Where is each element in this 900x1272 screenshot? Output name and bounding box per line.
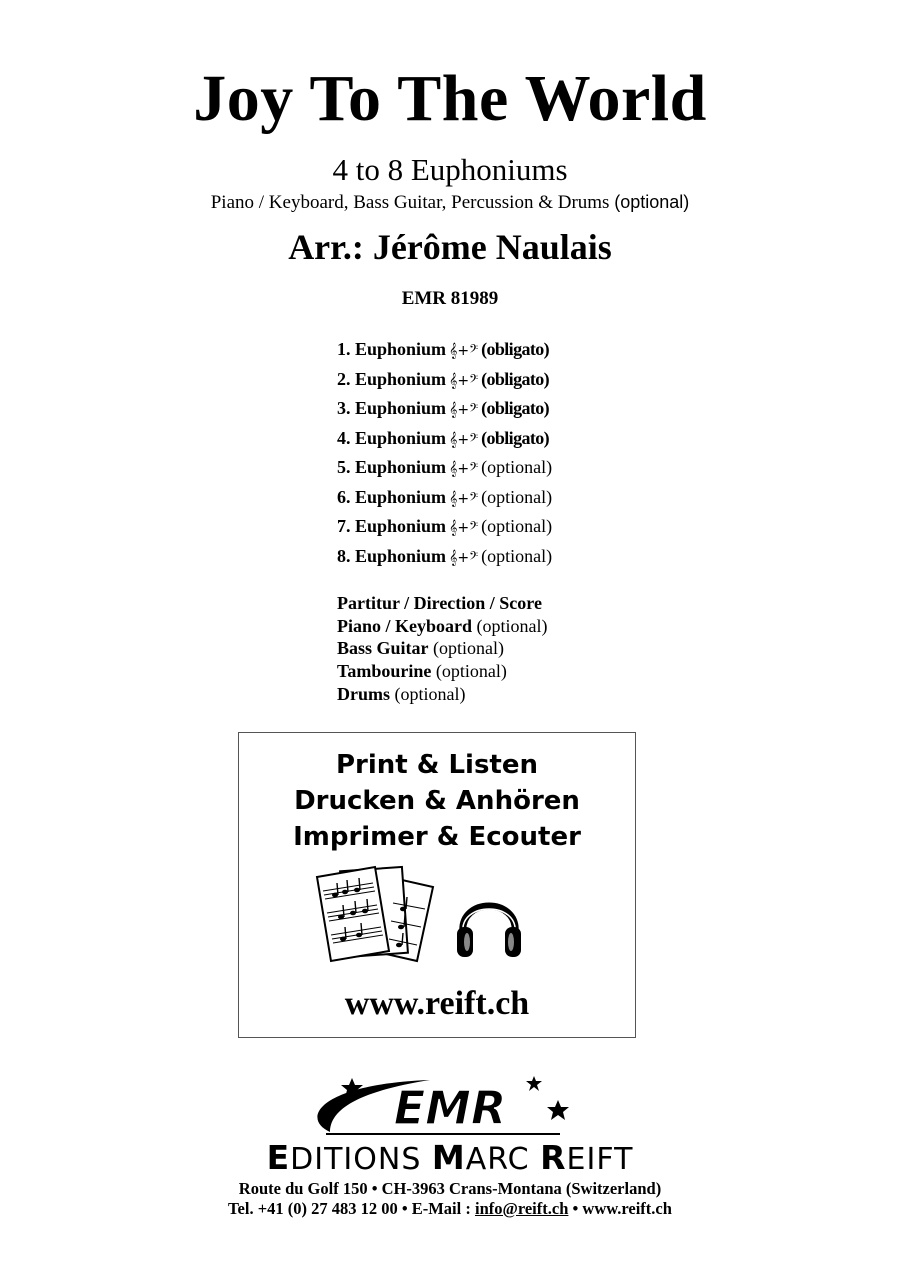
extra-note: (optional) <box>394 683 466 704</box>
clef-icon: 𝄞+𝄢 <box>449 520 479 536</box>
part-row <box>337 397 657 427</box>
part-status: (obligato) <box>481 368 550 389</box>
promo-line-english: Print & Listen <box>335 750 539 780</box>
clef-icon: 𝄞+𝄢 <box>449 490 479 507</box>
sheet-music-icon <box>313 863 439 963</box>
part-row <box>337 456 657 486</box>
part-name: 8. Euphonium <box>337 545 447 566</box>
wordmark-eift: EIFT <box>566 1142 634 1177</box>
part-row <box>337 515 657 545</box>
extras-list <box>337 592 637 706</box>
part-status: (optional) <box>481 457 553 477</box>
part-status: (obligato) <box>481 427 550 448</box>
part-status: (optional) <box>481 486 553 507</box>
clef-icon: 𝄞+𝄢 <box>449 461 479 477</box>
promo-line-french: Imprimer & Ecouter <box>293 822 581 852</box>
headphones-icon <box>455 883 523 961</box>
arranger: Arr.: Jérôme Naulais <box>288 227 612 267</box>
extra-note: (optional) <box>433 638 504 659</box>
part-status: (optional) <box>481 545 553 566</box>
subtitle: 4 to 8 Euphoniums <box>332 152 568 187</box>
catalog-number: EMR 81989 <box>401 288 499 309</box>
print-listen-box <box>238 732 636 1038</box>
page-title: Joy To The World <box>193 62 707 135</box>
part-status: (optional) <box>481 516 553 536</box>
clef-icon: 𝄞+𝄢 <box>449 343 479 359</box>
email-link[interactable]: info@reift.ch <box>474 1199 569 1218</box>
extra-item <box>337 683 637 706</box>
contact-web: • www.reift.ch <box>568 1199 672 1218</box>
part-name: 4. Euphonium <box>337 427 447 448</box>
part-name: 3. Euphonium <box>337 398 447 418</box>
clef-icon: 𝄞+𝄢 <box>449 549 479 566</box>
emr-logo <box>300 1074 600 1136</box>
part-row <box>337 368 657 398</box>
emr-logo-text: EMR <box>393 1081 507 1135</box>
wordmark-arc: ARC <box>465 1142 541 1177</box>
part-name: 5. Euphonium <box>337 457 447 477</box>
part-status: (obligato) <box>481 398 550 418</box>
website-link[interactable]: www.reift.ch <box>344 985 530 1022</box>
wordmark-r: R <box>540 1138 567 1177</box>
part-name: 6. Euphonium <box>337 486 447 507</box>
part-row <box>337 486 657 516</box>
extra-item <box>337 615 637 638</box>
part-row <box>337 545 657 575</box>
part-name: 2. Euphonium <box>337 368 447 389</box>
extra-note: (optional) <box>476 615 548 636</box>
extra-name: Bass Guitar <box>337 638 429 659</box>
instrumentation-text: Piano / Keyboard, Bass Guitar, Percussion & Drums <box>210 192 610 213</box>
extra-item <box>337 592 637 615</box>
part-name: 7. Euphonium <box>337 516 447 536</box>
clef-icon: 𝄞+𝄢 <box>449 402 479 418</box>
publisher-address: Route du Golf 150 • CH-3963 Crans-Montana (Switzerland) <box>238 1179 662 1198</box>
extra-item <box>337 637 637 660</box>
clef-icon: 𝄞+𝄢 <box>449 431 479 448</box>
wordmark-m: M <box>431 1138 466 1177</box>
publisher-wordmark <box>0 1138 900 1177</box>
part-name: 1. Euphonium <box>337 339 447 359</box>
instrumentation-optional: (optional) <box>614 192 690 212</box>
part-row <box>337 427 657 457</box>
extra-note: (optional) <box>435 661 507 682</box>
extra-name: Tambourine <box>337 661 432 682</box>
part-status: (obligato) <box>481 339 550 359</box>
extra-name: Drums <box>337 683 390 704</box>
promo-line-german: Drucken & Anhören <box>294 786 580 816</box>
publisher-contact <box>0 1198 900 1220</box>
wordmark-ditions: DITIONS <box>290 1142 432 1177</box>
instrumentation-line <box>0 190 900 215</box>
part-row <box>337 338 657 368</box>
wordmark-e: E <box>266 1138 291 1177</box>
contact-phone: Tel. +41 (0) 27 483 12 00 • E-Mail : <box>228 1199 475 1218</box>
extra-name: Partitur / Direction / Score <box>337 593 542 613</box>
extra-name: Piano / Keyboard <box>337 615 473 636</box>
clef-icon: 𝄞+𝄢 <box>449 372 479 389</box>
parts-list <box>337 338 657 574</box>
extra-item <box>337 660 637 683</box>
